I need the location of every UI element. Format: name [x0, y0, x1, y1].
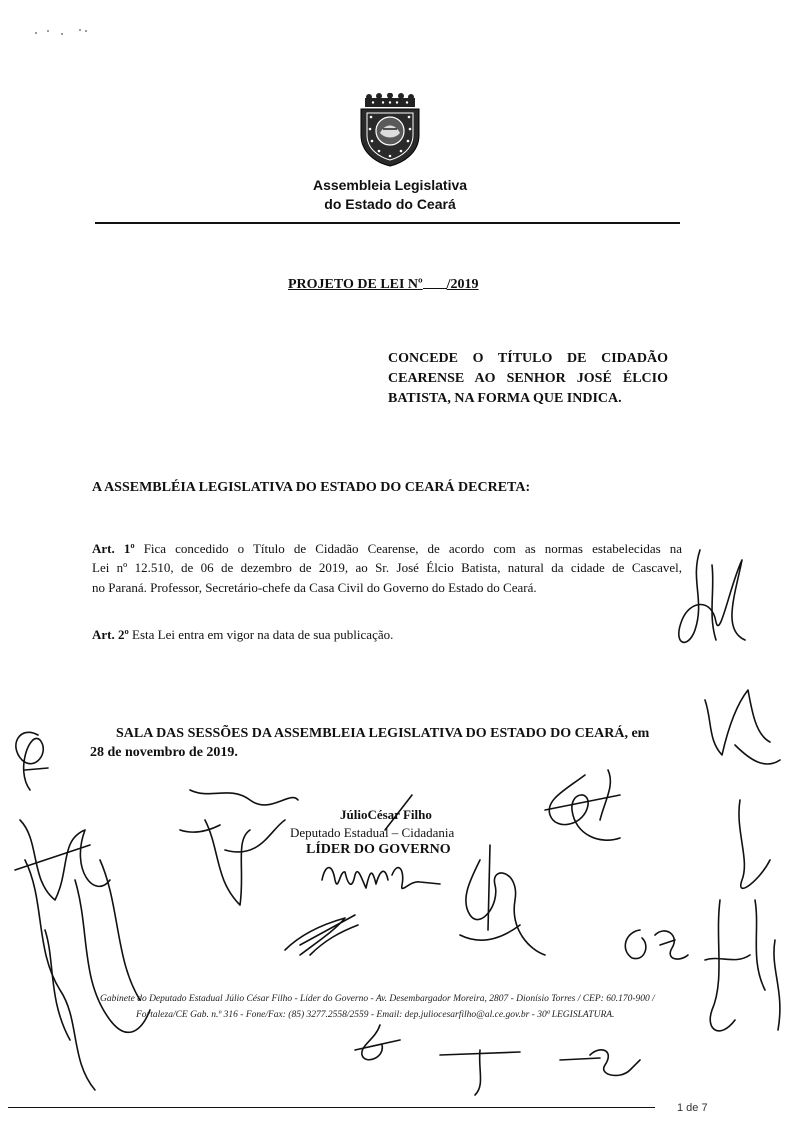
article-2-line [92, 627, 682, 643]
article-2-text: Esta Lei entra em vigor na data de sua publicação. [132, 627, 394, 642]
signature [322, 868, 440, 889]
page-indicator: 1 de 7 [677, 1102, 708, 1114]
signature [285, 915, 358, 955]
footer-divider [8, 1107, 655, 1108]
decree-heading: A ASSEMBLÉIA LEGISLATIVA DO ESTADO DO CEARÁ DECRETA: [92, 480, 531, 495]
article-1-line: Lei nº 12.510, de 06 de dezembro de 2019, ao Sr. José Élcio Batista, natural da cidade de Cascavel, [92, 560, 682, 575]
summary-line: CEARENSE AO SENHOR JOSÉ ÉLCIO [388, 371, 668, 386]
signature [440, 1050, 640, 1095]
article-1-line: no Paraná. Professor, Secretário-chefe da Casa Civil do Governo do Estado do Ceará. [92, 580, 537, 595]
footer-contact: Fortaleza/CE Gab. n.º 316 - Fone/Fax: (85) 3277.2558/2559 - Email: dep.juliocesarfilho@al.ce.gov.br - 30ª LEGISLATURA. [136, 1010, 615, 1020]
institution-name: Assembleia Legislativa [312, 177, 468, 193]
summary-line: CONCEDE O TÍTULO DE CIDADÃO [388, 351, 668, 366]
signature [625, 930, 688, 959]
bill-number-blank [423, 276, 447, 289]
signature [545, 770, 620, 840]
bill-label: PROJETO DE LEI Nº [288, 277, 423, 292]
session-date: 28 de novembro de 2019. [90, 745, 238, 760]
signature [355, 1025, 400, 1060]
signature [460, 845, 545, 955]
institution-state: do Estado do Ceará [324, 196, 456, 212]
bill-number: /2019 [446, 277, 479, 292]
coat-of-arms-icon [355, 93, 425, 168]
signature [180, 790, 298, 905]
article-1-label: Art. 1º [92, 541, 135, 556]
signature [679, 550, 745, 642]
signatory-title: LÍDER DO GOVERNO [306, 842, 451, 857]
session-line: SALA DAS SESSÕES DA ASSEMBLEIA LEGISLATIVA DO ESTADO DO CEARÁ, em [116, 726, 650, 741]
article-1-text: Fica concedido o Título de Cidadão Cearense, de acordo com as normas estabelecidas na [143, 541, 682, 556]
signatory-role: Deputado Estadual – Cidadania [290, 825, 455, 840]
summary-line: BATISTA, NA FORMA QUE INDICA. [388, 391, 622, 406]
article-1-line [92, 541, 682, 557]
article-2-label: Art. 2º [92, 627, 129, 642]
signature [705, 800, 780, 1031]
signature [15, 820, 150, 1090]
signatory-name: JúlioCésar Filho [340, 807, 432, 822]
scan-specks [35, 29, 87, 35]
signature [16, 732, 48, 790]
signature [705, 690, 780, 764]
header-divider [95, 222, 680, 224]
bill-title [288, 276, 479, 294]
footer-address: Gabinete do Deputado Estadual Júlio César Filho - Líder do Governo - Av. Desembargador Moreira, 2807 - Dionísio Torres / CEP: 60.170-900 / [100, 994, 655, 1004]
